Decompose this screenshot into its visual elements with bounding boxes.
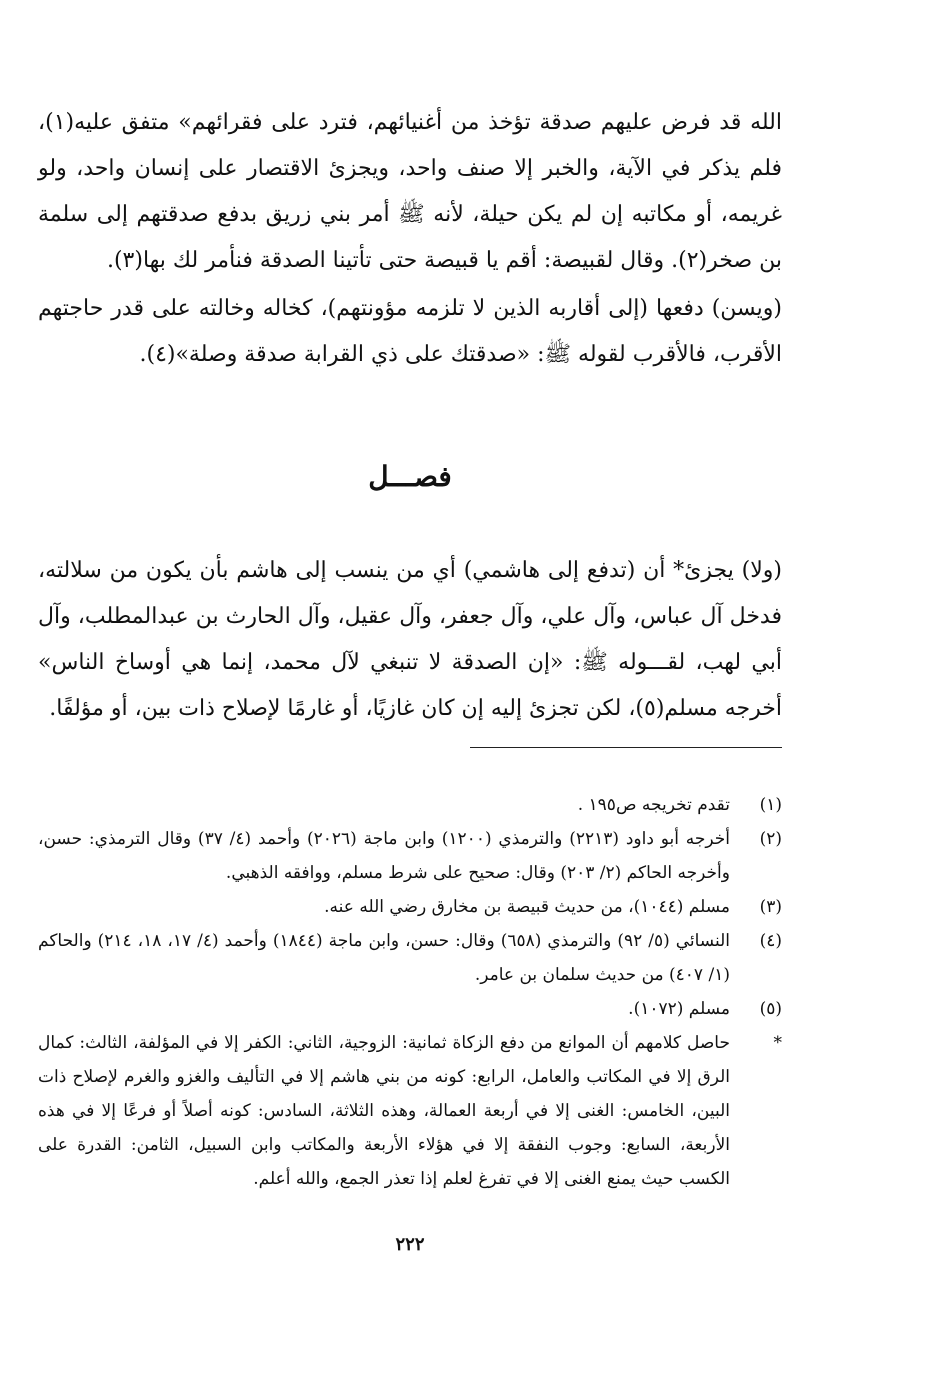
footnote bbox=[38, 890, 782, 924]
footnote-separator bbox=[470, 747, 782, 748]
footnote bbox=[38, 1026, 782, 1196]
footnote-text: مسلم (١٠٤٤)، من حديث قبيصة بن مخارق رضي الله عنه. bbox=[324, 897, 730, 917]
footnote-number: (٤) bbox=[759, 931, 782, 951]
footnote-text: مسلم (١٠٧٢). bbox=[628, 999, 730, 1019]
footnote-number: (٢) bbox=[759, 829, 782, 849]
footnote-text: حاصل كلامهم أن الموانع من دفع الزكاة ثمانية: الزوجية، الثاني: الكفر إلا في المؤلفة، الثالث: كمال الرق إلا في المكاتب والعامل، الرابع: كونه من بني هاشم إلا في التأليف والغزو والغرم لإصلاح ذات البين، الخامس: الغنى إلا في أربعة العمالة، وهذه الثلاثة، السادس: كونه أصلاً أو فرعًا إلا في هذه الأربعة، السابع: وجوب النفقة إلا في هؤلاء الأربعة والمكاتب وابن السبيل، الثامن: القدرة على الكسب حيث يمنع الغنى إلا في تفرغ لعلم إذا تعذر الجمع، والله أعلم. bbox=[38, 1033, 730, 1189]
footnote-number: (٣) bbox=[759, 897, 782, 917]
footnote-number: (١) bbox=[759, 795, 782, 815]
footnote bbox=[38, 788, 782, 822]
footnote-number: (٥) bbox=[759, 999, 782, 1019]
body-paragraph: (ويسن) دفعها (إلى أقاربه الذين لا تلزمه مؤونتهم)، كخاله وخالته على قدر حاجتهم الأقرب، فالأقرب لقوله ﷺ: «صدقتك على ذي القرابة صدقة وصلة»(٤). bbox=[38, 296, 782, 367]
footnote-text: تقدم تخريجه ص١٩٥ . bbox=[577, 795, 730, 815]
footnote bbox=[38, 924, 782, 992]
footnotes bbox=[38, 788, 782, 1196]
footnote bbox=[38, 992, 782, 1026]
section-heading: فصـــل bbox=[368, 460, 452, 493]
footnote-text: النسائي (٥/ ٩٢) والترمذي (٦٥٨) وقال: حسن، وابن ماجة (١٨٤٤) وأحمد (٤/ ١٧، ١٨، ٢١٤) والحاكم (١/ ٤٠٧) من حديث سلمان بن عامر. bbox=[38, 931, 730, 985]
page-number: ٢٢٢ bbox=[395, 1234, 425, 1255]
book-page bbox=[38, 100, 782, 1360]
body-paragraph: الله قد فرض عليهم صدقة تؤخذ من أغنيائهم، فترد على فقرائهم» متفق عليه(١)، فلم يذكر في الآية، والخبر إلا صنف واحد، ويجزئ الاقتصار على إنسان واحد، ولو غريمه، أو مكاتبه إن لم يكن حيلة، لأنه ﷺ أمر بني زريق بدفع صدقتهم إلى سلمة بن صخر(٢). وقال لقبيصة: أقم يا قبيصة حتى تأتينا الصدقة فنأمر لك بها(٣). bbox=[38, 110, 782, 273]
body-paragraph: (ولا) يجزئ* أن (تدفع إلى هاشمي) أي من ينسب إلى هاشم بأن يكون من سلالته، فدخل آل عباس، وآل علي، وآل جعفر، وآل عقيل، وآل الحارث بن عبدالمطلب، وآل أبي لهب، لقـــوله ﷺ: «إن الصدقة لا تنبغي لآل محمد، إنما هي أوساخ الناس» أخرجه مسلم(٥)، لكن تجزئ إليه إن كان غازيًا، أو غارمًا لإصلاح ذات بين، أو مؤلفًا. bbox=[38, 558, 782, 721]
footnote-marker: * bbox=[773, 1033, 782, 1053]
footnote-text: أخرجه أبو داود (٢٢١٣) والترمذي (١٢٠٠) وابن ماجة (٢٠٢٦) وأحمد (٤/ ٣٧) وقال الترمذي: حسن، وأخرجه الحاكم (٢/ ٢٠٣) وقال: صحيح على شرط مسلم، ووافقه الذهبي. bbox=[38, 829, 731, 883]
footnote bbox=[38, 822, 782, 890]
